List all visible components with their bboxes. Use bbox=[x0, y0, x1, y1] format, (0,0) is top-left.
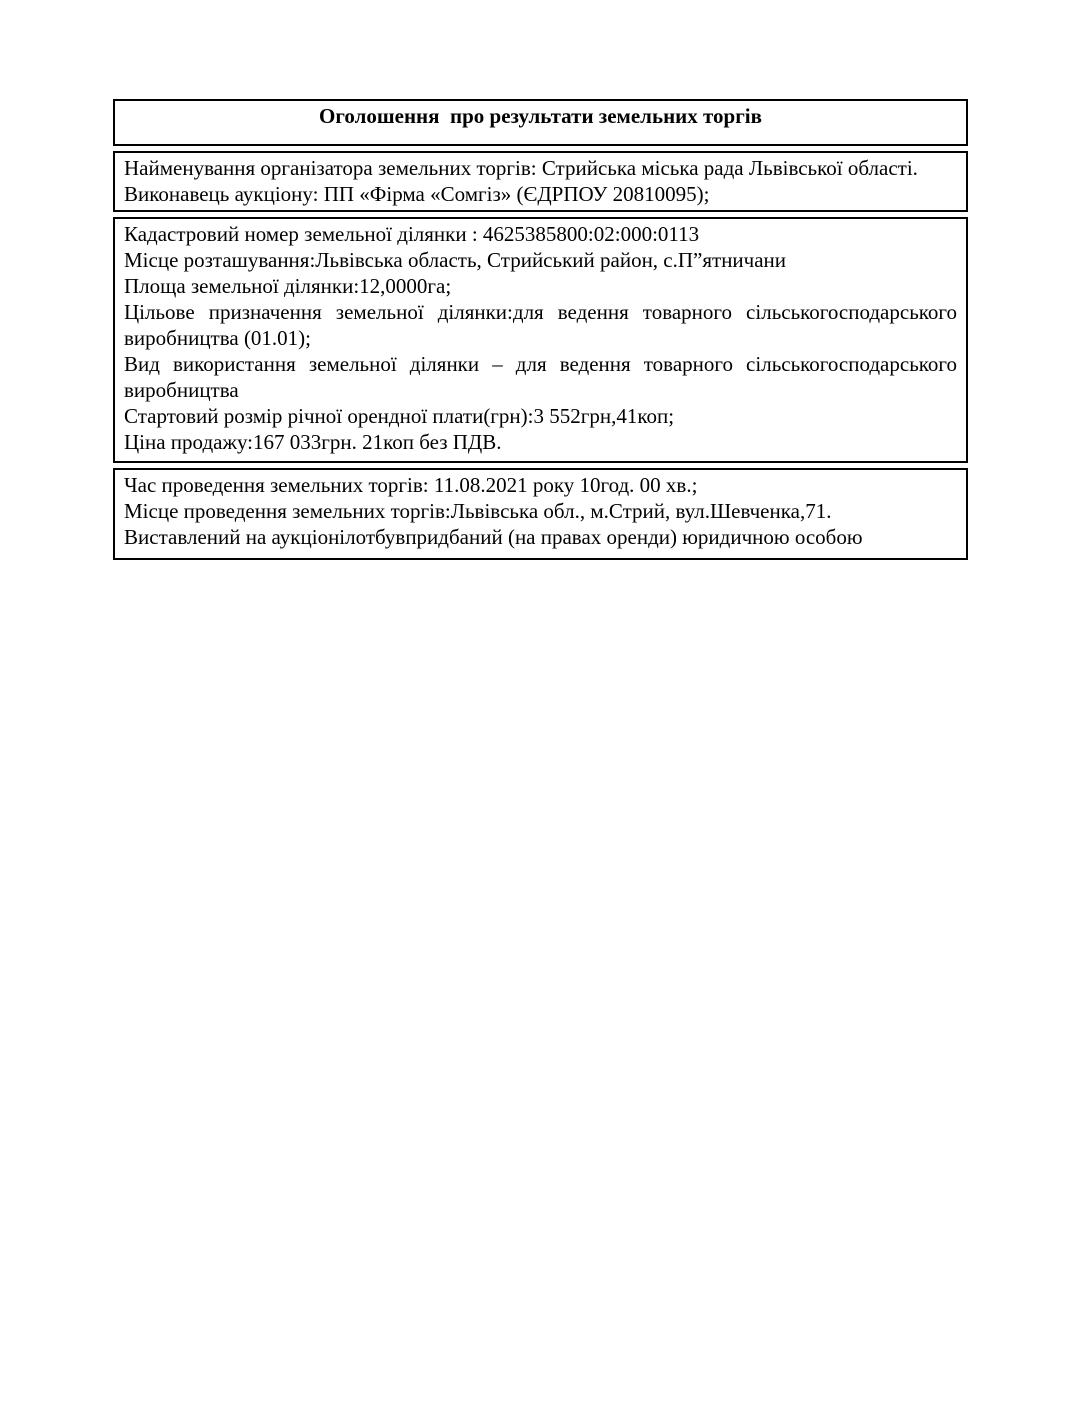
usage-type-line-2: виробництва bbox=[124, 378, 239, 402]
purpose-line-1: Цільове призначення земельної ділянки:для ведення товарного сільськогосподарського bbox=[124, 300, 957, 324]
sale-price-line: Ціна продажу:167 033грн. 21коп без ПДВ. bbox=[124, 430, 502, 454]
organizer-name-line: Найменування організатора земельних торгів: Стрийська міська рада Львівської області. bbox=[124, 156, 918, 180]
auction-place-line: Місце проведення земельних торгів:Львівська обл., м.Стрий, вул.Шевченка,71. bbox=[124, 499, 832, 523]
location-line: Місце розташування:Львівська область, Стрийський район, с.П”ятничани bbox=[124, 248, 787, 272]
cadastral-number-line: Кадастровий номер земельної ділянки : 4625385800:02:000:0113 bbox=[124, 222, 700, 246]
announcement-table bbox=[113, 99, 968, 565]
table-row-auction-details bbox=[113, 468, 968, 560]
starting-rent-line: Стартовий розмір річної орендної плати(грн):3 552грн,41коп; bbox=[124, 404, 675, 428]
auction-executor-line: Виконавець аукціону: ПП «Фірма «Сомгіз» (ЄДРПОУ 20810095); bbox=[124, 182, 710, 206]
area-line: Площа земельної ділянки:12,0000га; bbox=[124, 274, 452, 298]
table-row-parcel-details bbox=[113, 217, 968, 463]
auction-time-line: Час проведення земельних торгів: 11.08.2021 року 10год. 00 хв.; bbox=[124, 473, 698, 497]
table-row-organizer bbox=[113, 151, 968, 212]
table-row-title bbox=[113, 99, 968, 146]
lot-result-line: Виставлений на аукціонілотбувпридбаний (на правах оренди) юридичною особою bbox=[124, 525, 863, 549]
purpose-line-2: виробництва (01.01); bbox=[124, 326, 312, 350]
usage-type-line-1: Вид використання земельної ділянки – для ведення товарного сільськогосподарського bbox=[124, 352, 957, 376]
document-title: Оголошення про результати земельних торгів bbox=[319, 104, 762, 128]
